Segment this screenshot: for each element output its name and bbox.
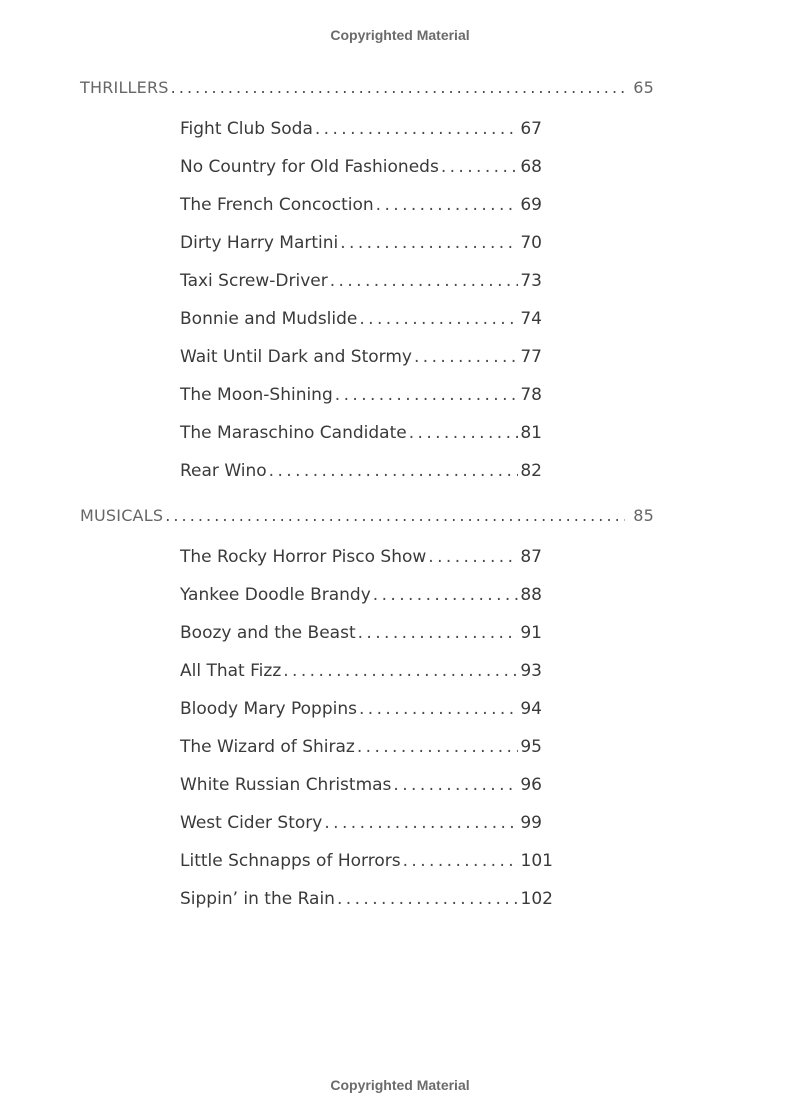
entry-page-number: 74 [520,309,542,329]
dot-leader [269,461,519,481]
toc-entry[interactable] [180,775,542,795]
toc-entry[interactable] [180,813,542,833]
toc-entry[interactable] [180,119,542,139]
entry-title: Fight Club Soda [180,119,313,139]
dot-leader [376,195,519,215]
entry-title: The Wizard of Shiraz [180,737,355,757]
entry-page-number: 82 [520,461,542,481]
entry-title: The Rocky Horror Pisco Show [180,547,427,567]
copyright-watermark-top: Copyrighted Material [330,27,470,43]
section-title: THRILLERS [80,78,169,97]
dot-leader [165,506,625,525]
toc-entry[interactable] [180,309,542,329]
toc-entry[interactable] [180,585,542,605]
dot-leader [315,119,518,139]
dot-leader [337,889,519,909]
toc-entry[interactable] [180,195,542,215]
dot-leader [283,661,518,681]
toc-entry[interactable] [180,271,542,291]
entry-page-number: 101 [520,851,553,871]
dot-leader [428,547,518,567]
entry-title: The Moon-Shining [180,385,333,405]
entry-page-number: 87 [520,547,542,567]
toc-section-musicals[interactable] [80,506,654,525]
section-title: MUSICALS [80,506,164,525]
entry-title: West Cider Story [180,813,323,833]
dot-leader [441,157,519,177]
toc-entry[interactable] [180,461,542,481]
entry-title: Sippin’ in the Rain [180,889,335,909]
toc-entry[interactable] [180,737,542,757]
entry-title: White Russian Christmas [180,775,392,795]
toc-entry[interactable] [180,889,553,909]
entry-page-number: 81 [520,423,542,443]
toc-entry[interactable] [180,233,542,253]
dot-leader [409,423,519,443]
dot-leader [335,385,519,405]
dot-leader [324,813,518,833]
dot-leader [358,623,519,643]
entry-page-number: 73 [520,271,542,291]
toc-entry[interactable] [180,661,542,681]
toc-entry[interactable] [180,347,542,367]
entry-title: Bloody Mary Poppins [180,699,357,719]
dot-leader [403,851,519,871]
toc-entry[interactable] [180,157,542,177]
entry-page-number: 88 [520,585,542,605]
toc-section-thrillers[interactable] [80,78,654,97]
entry-page-number: 95 [520,737,542,757]
entry-title: Taxi Screw-Driver [180,271,328,291]
entry-title: Wait Until Dark and Stormy [180,347,412,367]
entry-page-number: 68 [520,157,542,177]
entry-title: Rear Wino [180,461,267,481]
entry-title: The Maraschino Candidate [180,423,407,443]
toc-entry[interactable] [180,851,553,871]
dot-leader [393,775,518,795]
entry-page-number: 102 [520,889,553,909]
entry-page-number: 93 [520,661,542,681]
entry-page-number: 94 [520,699,542,719]
toc-entry[interactable] [180,385,542,405]
dot-leader [340,233,518,253]
toc-entry[interactable] [180,423,542,443]
entry-page-number: 78 [520,385,542,405]
entry-page-number: 99 [520,813,542,833]
entry-title: The French Concoction [180,195,374,215]
toc-entry[interactable] [180,547,542,567]
entry-page-number: 67 [520,119,542,139]
entry-page-number: 96 [520,775,542,795]
dot-leader [171,78,626,97]
entry-page-number: 77 [520,347,542,367]
section-page-number: 85 [633,506,654,525]
dot-leader [357,737,519,757]
dot-leader [359,699,518,719]
copyright-watermark-bottom: Copyrighted Material [330,1077,470,1093]
dot-leader [414,347,518,367]
entry-title: Little Schnapps of Horrors [180,851,401,871]
dot-leader [373,585,519,605]
entry-page-number: 91 [520,623,542,643]
entry-title: All That Fizz [180,661,282,681]
entry-page-number: 70 [520,233,542,253]
entry-title: No Country for Old Fashioneds [180,157,439,177]
dot-leader [359,309,518,329]
toc-entry[interactable] [180,699,542,719]
entry-title: Dirty Harry Martini [180,233,339,253]
dot-leader [330,271,519,291]
entry-title: Boozy and the Beast [180,623,356,643]
section-page-number: 65 [633,78,654,97]
entry-page-number: 69 [520,195,542,215]
entry-title: Bonnie and Mudslide [180,309,358,329]
toc-entry[interactable] [180,623,542,643]
entry-title: Yankee Doodle Brandy [180,585,371,605]
